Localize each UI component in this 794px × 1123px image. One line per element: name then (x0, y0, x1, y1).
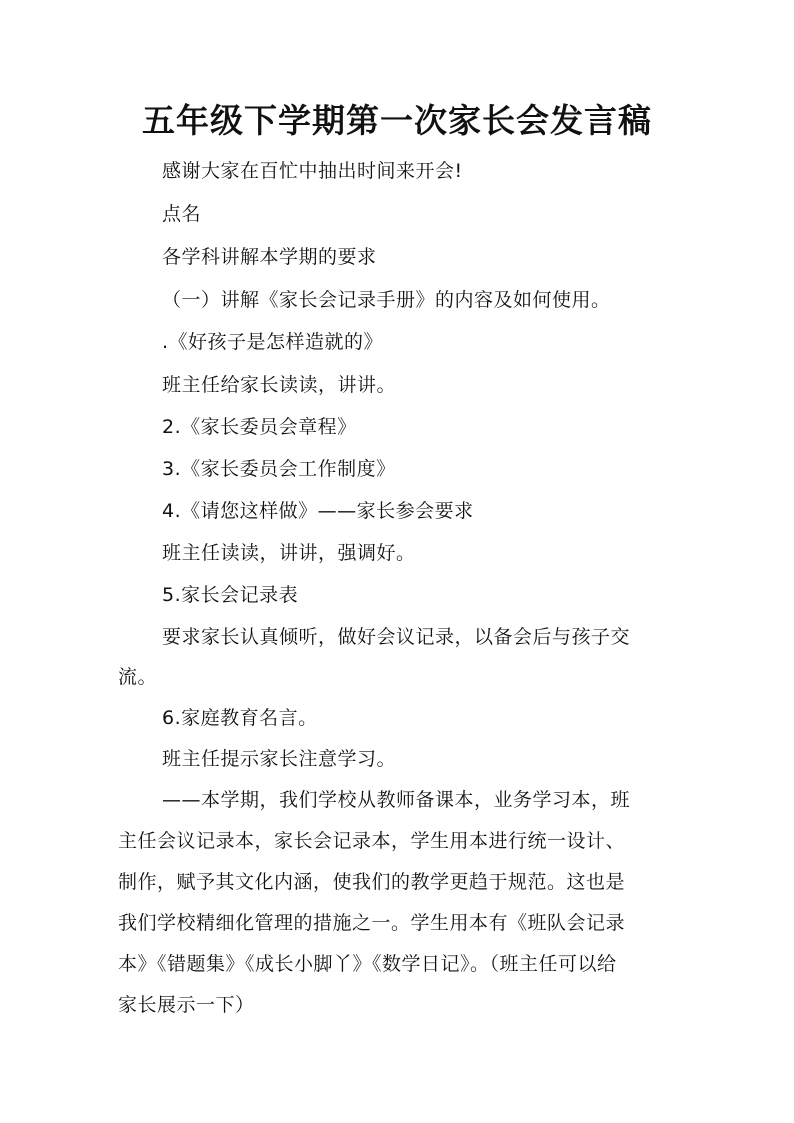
paragraph-summary-line-3: 制作，赋予其文化内涵，使我们的教学更趋于规范。这也是 (118, 871, 626, 893)
paragraph-item-1-note: 班主任给家长读读，讲讲。 (162, 374, 397, 396)
paragraph-item-3: 3.《家长委员会工作制度》 (162, 458, 396, 480)
paragraph-subject-requirements: 各学科讲解本学期的要求 (162, 246, 377, 268)
paragraph-summary-line-6: 家长展示一下） (118, 994, 255, 1016)
paragraph-summary-line-4: 我们学校精细化管理的措施之一。学生用本有《班队会记录 (118, 912, 626, 934)
paragraph-summary-line-1: ——本学期，我们学校从教师备课本，业务学习本，班 (162, 789, 631, 811)
paragraph-item-1: .《好孩子是怎样造就的》 (162, 331, 384, 353)
paragraph-item-4-note: 班主任读读，讲讲，强调好。 (162, 542, 416, 564)
paragraph-item-5-note-cont: 流。 (118, 666, 158, 688)
paragraph-item-6-note: 班主任提示家长注意学习。 (162, 748, 397, 770)
paragraph-handbook-intro: （一）讲解《家长会记录手册》的内容及如何使用。 (162, 289, 611, 311)
paragraph-item-6: 6.家庭教育名言。 (162, 707, 318, 729)
paragraph-item-5: 5.家长会记录表 (162, 584, 299, 606)
paragraph-item-2: 2.《家长委员会章程》 (162, 416, 357, 438)
paragraph-summary-line-5: 本》《错题集》《成长小脚丫》《数学日记》。（班主任可以给 (118, 953, 617, 975)
document-title: 五年级下学期第一次家长会发言稿 (142, 101, 652, 140)
paragraph-thanks: 感谢大家在百忙中抽出时间来开会! (162, 160, 463, 182)
paragraph-summary-line-2: 主任会议记录本，家长会记录本，学生用本进行统一设计、 (118, 830, 626, 852)
paragraph-item-5-note: 要求家长认真倾听，做好会议记录，以备会后与孩子交 (162, 626, 631, 648)
paragraph-roll-call: 点名 (162, 203, 202, 225)
paragraph-item-4: 4.《请您这样做》——家长参会要求 (162, 500, 474, 522)
